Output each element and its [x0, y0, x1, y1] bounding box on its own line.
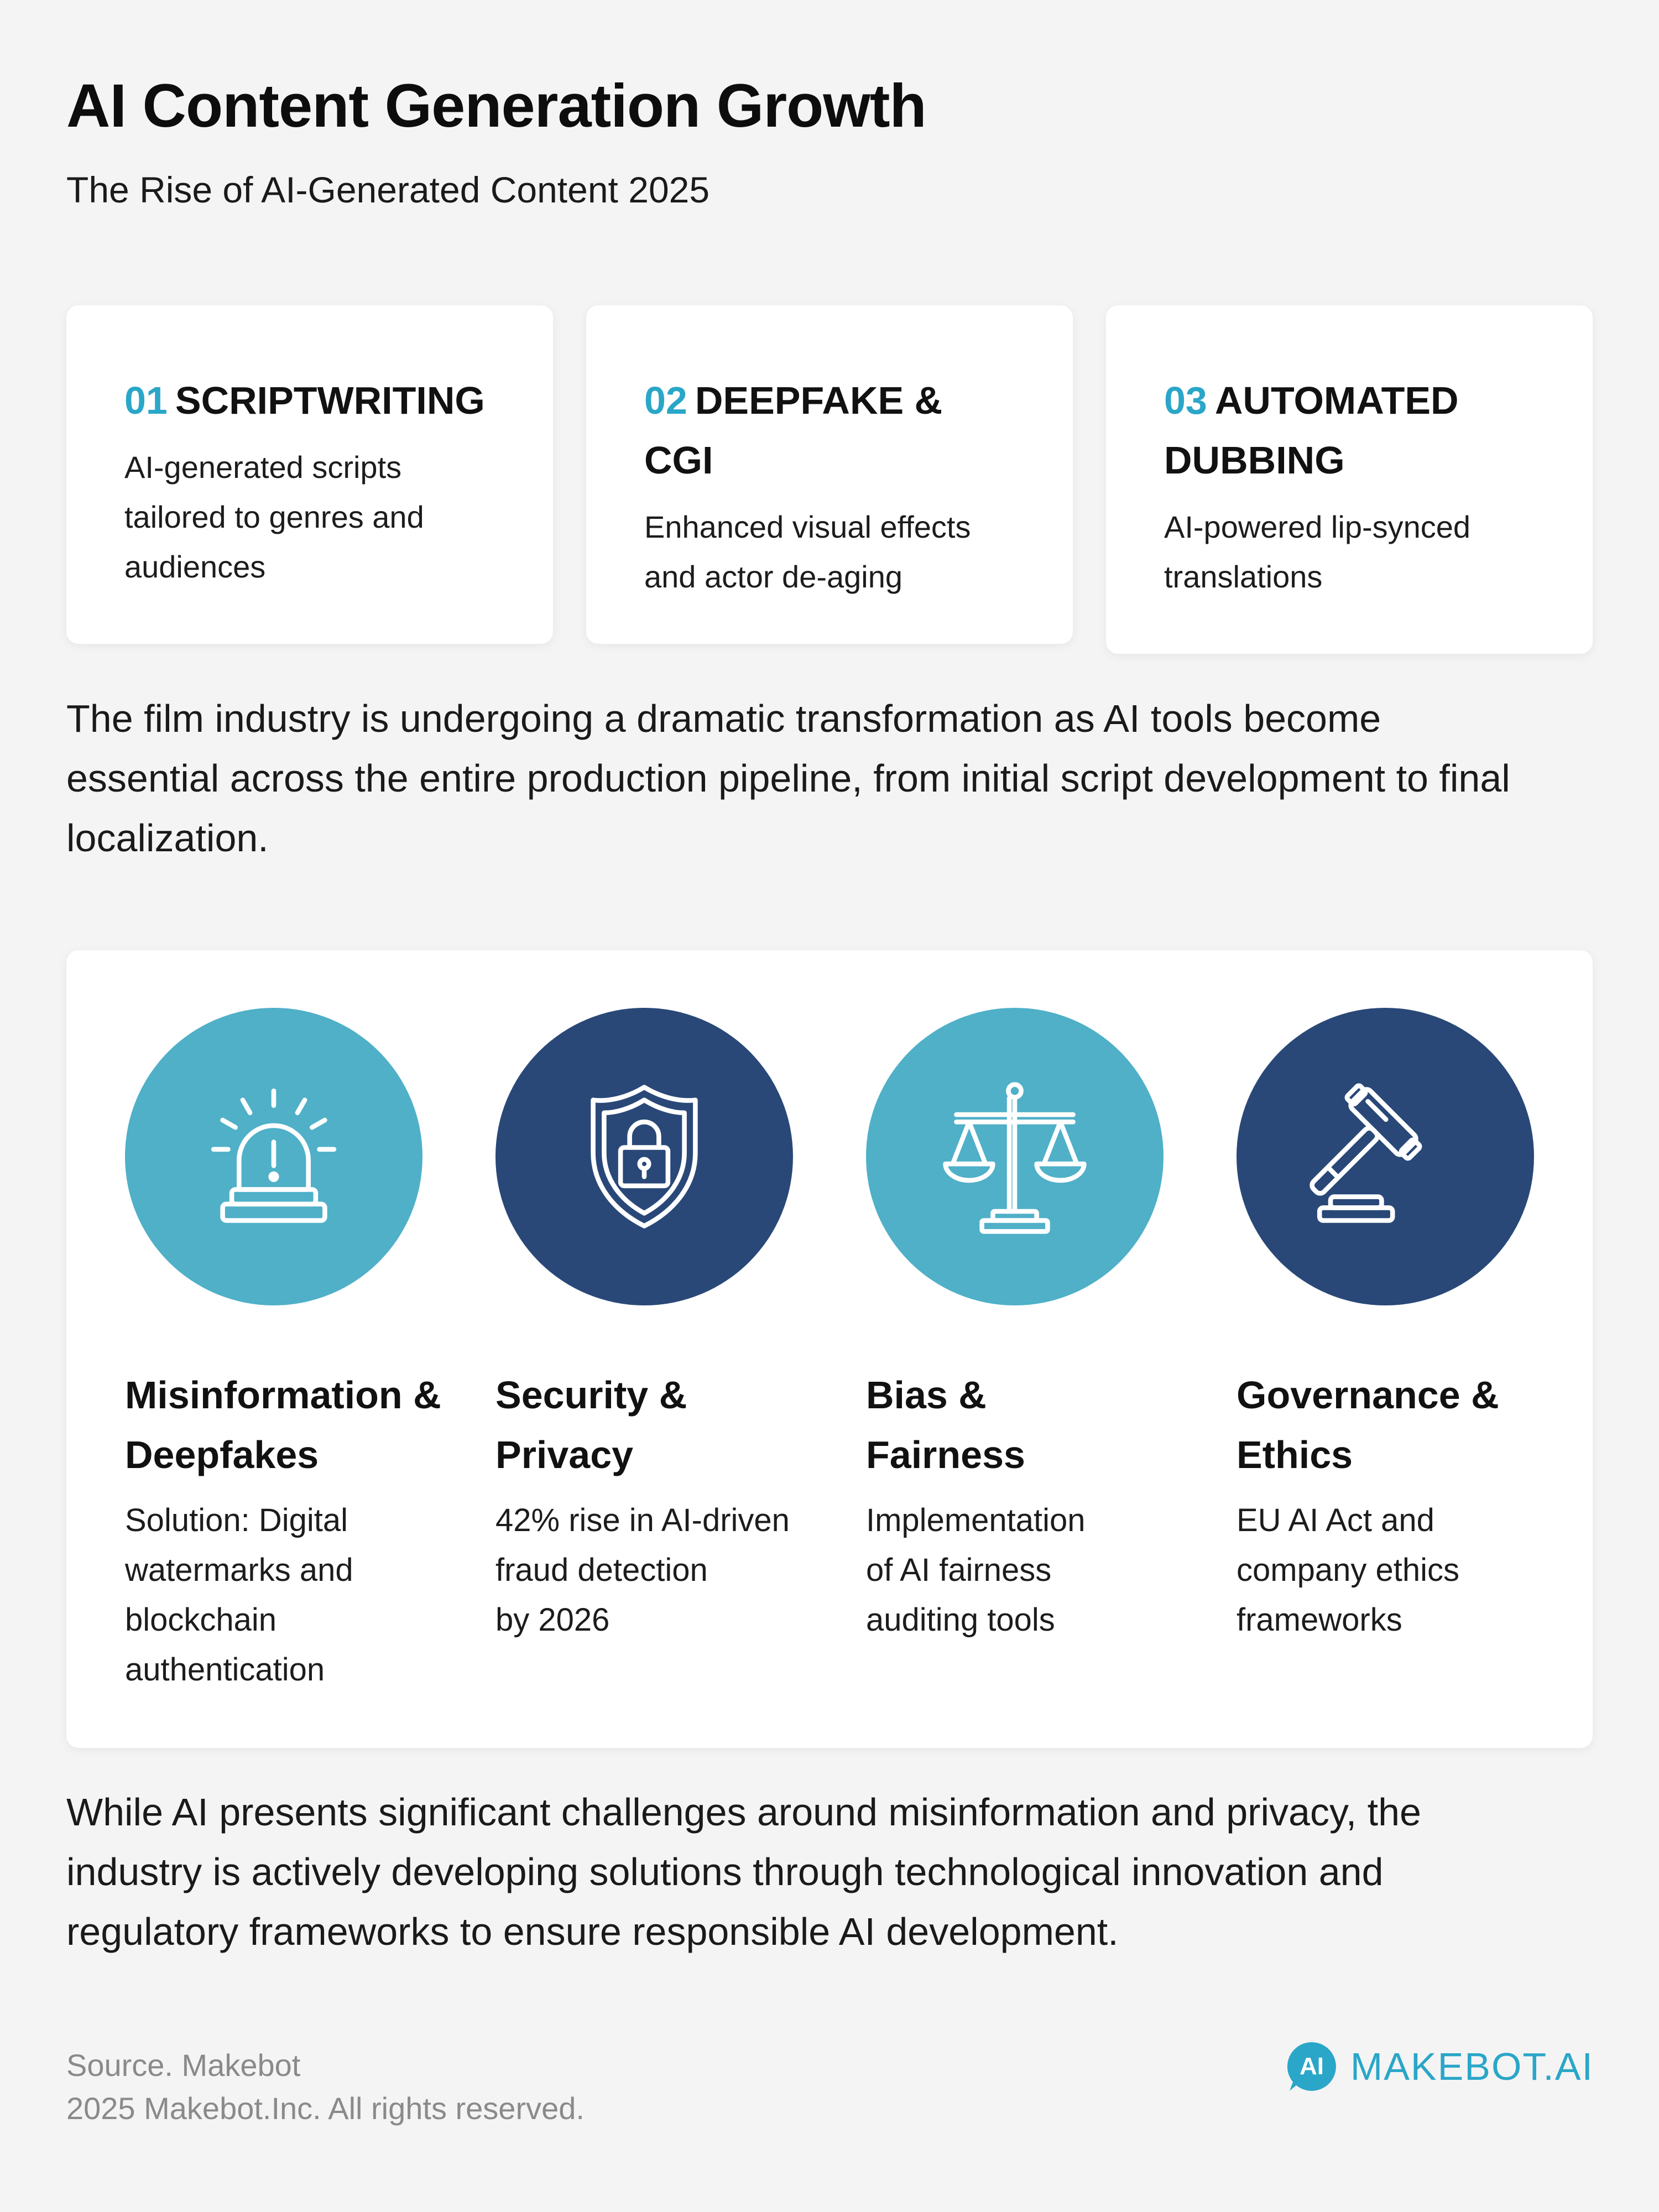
challenge-security [495, 1008, 827, 1645]
card-number: 03 [1164, 379, 1207, 422]
card-heading [1164, 371, 1537, 490]
page-subtitle: The Rise of AI-Generated Content 2025 [66, 169, 710, 210]
card-number: 01 [124, 379, 168, 422]
card-title: DUBBING [1164, 439, 1345, 482]
challenge-description [1237, 1496, 1568, 1645]
challenge-title [866, 1365, 1198, 1485]
challenge-title-line: Ethics [1237, 1433, 1353, 1476]
challenge-title-line: Bias & [866, 1373, 987, 1417]
icon-circle [125, 1008, 422, 1305]
shield-lock-icon [553, 1065, 735, 1248]
challenge-desc-line: EU AI Act and [1237, 1502, 1434, 1538]
card-description [644, 502, 1018, 602]
challenge-desc-line: blockchain [125, 1602, 277, 1638]
challenge-description [125, 1496, 457, 1695]
makebot-badge-icon [1284, 2039, 1339, 2094]
page-title: AI Content Generation Growth [66, 72, 926, 140]
intro-line: The film industry is undergoing a dramatic transformation as AI tools become [66, 697, 1381, 740]
card-heading [124, 371, 498, 430]
card-desc-line: tailored to genres and [124, 499, 424, 534]
card-title: DEEPFAKE & CGI [644, 379, 943, 482]
logo-badge-text: AI [1299, 2053, 1324, 2080]
challenge-desc-line: of AI fairness [866, 1552, 1052, 1588]
intro-line: essential across the entire production pipeline, from initial script development to final [66, 757, 1510, 800]
challenge-desc-line: watermarks and [125, 1552, 353, 1588]
intro-paragraph [66, 689, 1604, 868]
card-heading [644, 371, 1018, 490]
challenge-title-line: Security & [495, 1373, 687, 1417]
challenge-description [866, 1496, 1198, 1645]
challenge-title-line: Governance & [1237, 1373, 1499, 1417]
card-description [1164, 502, 1537, 602]
footer-source [66, 2044, 585, 2130]
gavel-icon [1294, 1065, 1477, 1248]
intro-line: localization. [66, 816, 269, 860]
challenge-bias [866, 1008, 1198, 1645]
copyright-text: 2025 Makebot.Inc. All rights reserved. [66, 2091, 585, 2126]
challenge-desc-line: fraud detection [495, 1552, 708, 1588]
challenge-desc-line: auditing tools [866, 1602, 1055, 1638]
icon-circle [495, 1008, 793, 1305]
card-description [124, 443, 498, 592]
challenge-misinformation [125, 1008, 457, 1695]
challenge-desc-line: Solution: Digital [125, 1502, 348, 1538]
closing-line: While AI presents significant challenges around misinformation and privacy, the [66, 1791, 1421, 1834]
challenge-desc-line: authentication [125, 1652, 325, 1688]
card-desc-line: AI-generated scripts [124, 450, 402, 485]
challenge-description [495, 1496, 827, 1645]
card-scriptwriting [66, 305, 553, 644]
challenge-desc-line: company ethics [1237, 1552, 1459, 1588]
icon-circle [1237, 1008, 1534, 1305]
challenge-title-line: Privacy [495, 1433, 634, 1476]
card-desc-line: and actor de-aging [644, 559, 903, 594]
card-desc-line: Enhanced visual effects [644, 509, 971, 544]
makebot-logo [1284, 2039, 1594, 2094]
challenge-title-line: Misinformation & [125, 1373, 441, 1417]
card-desc-line: AI-powered lip-synced [1164, 509, 1471, 544]
challenge-title-line: Deepfakes [125, 1433, 319, 1476]
card-desc-line: translations [1164, 559, 1323, 594]
challenge-desc-line: frameworks [1237, 1602, 1402, 1638]
challenge-title [125, 1365, 457, 1485]
card-deepfake-cgi [586, 305, 1073, 644]
card-title: AUTOMATED [1214, 379, 1459, 422]
card-number: 02 [644, 379, 687, 422]
closing-paragraph [66, 1782, 1604, 1961]
challenge-title [495, 1365, 827, 1485]
challenge-desc-line: Implementation [866, 1502, 1086, 1538]
closing-line: regulatory frameworks to ensure responsible AI development. [66, 1910, 1119, 1953]
alarm-icon [182, 1065, 365, 1248]
challenge-desc-line: 42% rise in AI-driven [495, 1502, 790, 1538]
challenge-governance [1237, 1008, 1568, 1645]
logo-text: MAKEBOT.AI [1350, 2045, 1594, 2088]
icon-circle [866, 1008, 1164, 1305]
card-title: SCRIPTWRITING [175, 379, 485, 422]
challenge-title [1237, 1365, 1568, 1485]
source-text: Source. Makebot [66, 2048, 301, 2083]
card-automated-dubbing [1106, 305, 1593, 654]
scales-icon [924, 1065, 1106, 1248]
challenge-desc-line: by 2026 [495, 1602, 610, 1638]
closing-line: industry is actively developing solutions through technological innovation and [66, 1850, 1384, 1893]
challenges-panel [66, 950, 1593, 1748]
challenge-title-line: Fairness [866, 1433, 1025, 1476]
card-desc-line: audiences [124, 549, 266, 584]
